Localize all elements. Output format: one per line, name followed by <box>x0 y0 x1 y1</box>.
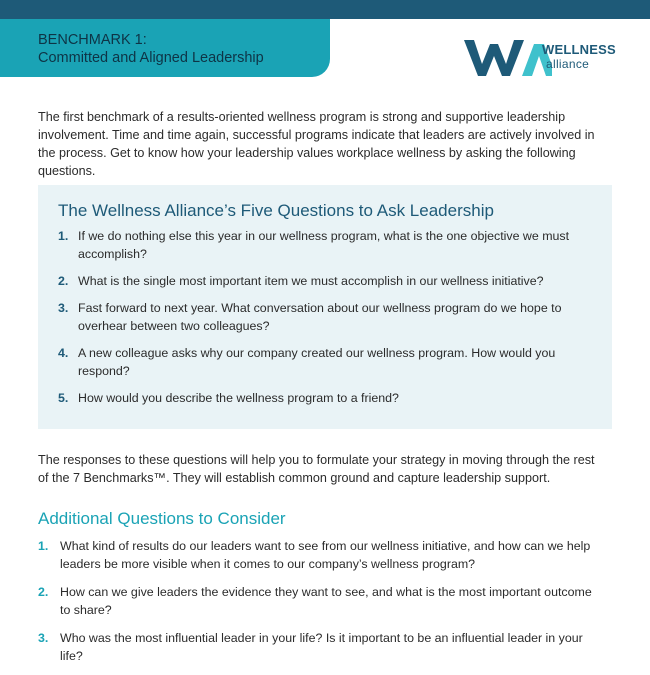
item-number: 2. <box>58 274 69 288</box>
item-number: 1. <box>38 539 49 553</box>
logo-wordmark-wellness: WELLNESS <box>542 42 616 57</box>
item-number: 1. <box>58 229 69 243</box>
item-text: How can we give leaders the evidence they want to see, and what is the most important outcome to share? <box>60 585 592 617</box>
item-number: 2. <box>38 585 49 599</box>
five-questions-box <box>38 185 612 429</box>
list-item <box>58 344 592 380</box>
item-number: 5. <box>58 391 69 405</box>
item-number: 3. <box>38 631 49 645</box>
list-item <box>38 629 598 665</box>
additional-questions-list <box>38 537 598 675</box>
benchmark-title: Committed and Aligned Leadership <box>38 50 264 66</box>
item-text: Fast forward to next year. What conversation about our wellness program do we hope to overhear between two colleagues? <box>78 301 562 333</box>
item-number: 3. <box>58 301 69 315</box>
list-item <box>58 389 592 407</box>
list-item <box>58 227 592 263</box>
item-text: A new colleague asks why our company created our wellness program. How would you respond? <box>78 346 556 378</box>
list-item <box>58 272 592 290</box>
item-text: If we do nothing else this year in our wellness program, what is the one objective we must accomplish? <box>78 229 570 261</box>
logo-wordmark-alliance: alliance <box>546 57 590 71</box>
benchmark-number: BENCHMARK 1: <box>38 32 147 48</box>
item-text: Who was the most influential leader in your life? Is it important to be an influential leader in your life? <box>60 631 583 663</box>
item-text: How would you describe the wellness program to a friend? <box>78 391 399 405</box>
responses-paragraph: The responses to these questions will help you to formulate your strategy in moving through the rest of the 7 Benchmarks™. They will establish common ground and capture leadership support. <box>38 453 595 485</box>
item-text: What is the single most important item we must accomplish in our wellness initiative? <box>78 274 544 288</box>
top-banner <box>0 0 650 19</box>
five-questions-title: The Wellness Alliance’s Five Questions to Ask Leadership <box>58 201 494 220</box>
wa-logo-mark-icon <box>462 36 552 78</box>
intro-paragraph: The first benchmark of a results-oriented wellness program is strong and supportive leadership involvement. Time and time again, successful programs indicate that leaders are actively involved in the process. Get to know how your leadership values workplace wellness by asking the following questions. <box>38 110 595 178</box>
list-item <box>38 537 598 573</box>
wellness-alliance-logo <box>462 36 616 78</box>
item-number: 4. <box>58 346 69 360</box>
benchmark-header-tab <box>0 19 330 77</box>
item-text: What kind of results do our leaders want to see from our wellness initiative, and how can we help leaders be more visible when it comes to our company’s wellness program? <box>60 539 591 571</box>
list-item <box>58 299 592 335</box>
list-item <box>38 583 598 619</box>
five-questions-list <box>58 227 592 407</box>
additional-questions-title: Additional Questions to Consider <box>38 509 286 528</box>
